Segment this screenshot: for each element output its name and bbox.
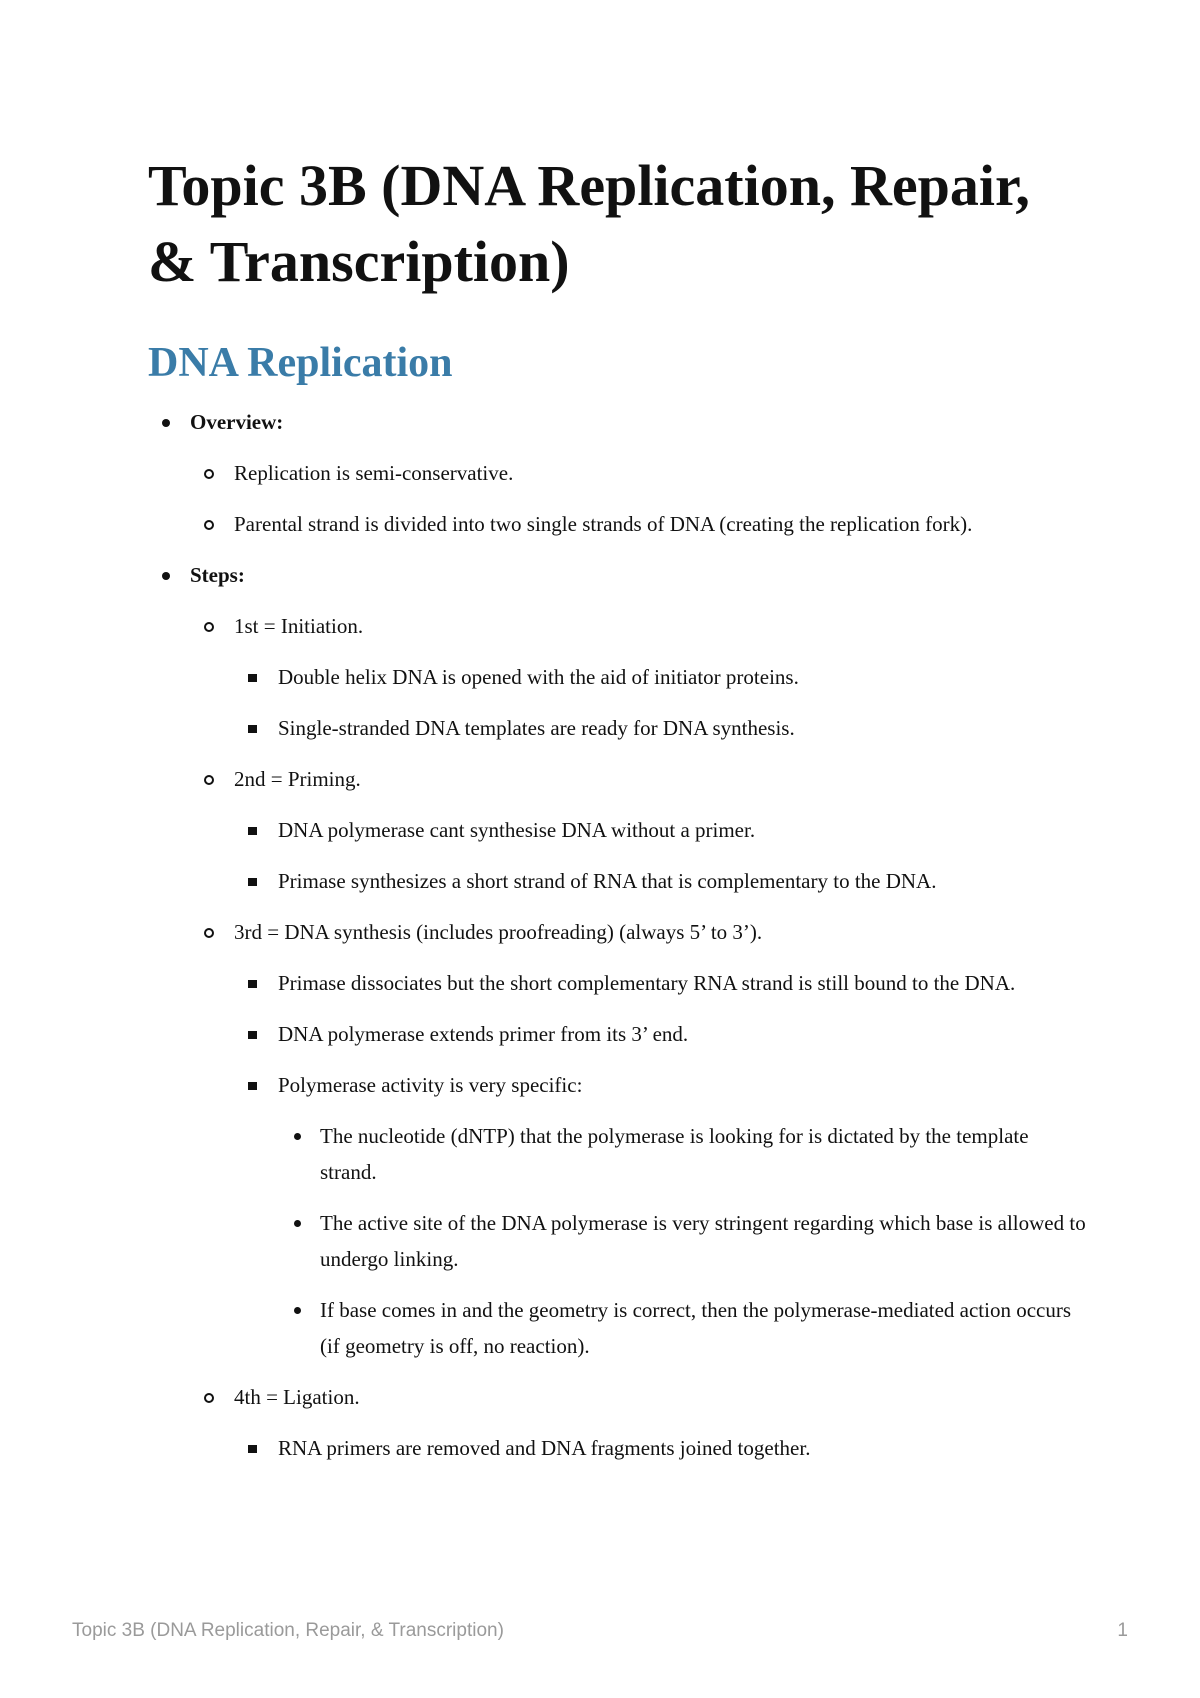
square-bullet-icon (248, 1031, 257, 1039)
square-bullet-icon (248, 1445, 257, 1453)
list-item-text: Polymerase activity is very specific: (278, 1073, 583, 1097)
list-item-text: Overview: (190, 410, 284, 434)
square-bullet-icon (248, 980, 257, 988)
circle-bullet-icon (204, 622, 214, 632)
list-item-text: Parental strand is divided into two single strands of DNA (creating the replication fork). (234, 512, 973, 536)
square-bullet-icon (248, 827, 257, 835)
list-item (148, 710, 1088, 746)
footer-page-number: 1 (1117, 1620, 1128, 1641)
list-item-text: Replication is semi-conservative. (234, 461, 514, 485)
square-bullet-icon (248, 1082, 257, 1090)
list-item (148, 455, 1088, 491)
square-bullet-icon (248, 674, 257, 682)
list-item-text: 3rd = DNA synthesis (includes proofreading) (always 5’ to 3’). (234, 920, 763, 944)
list-item-text: RNA primers are removed and DNA fragments joined together. (278, 1436, 811, 1460)
list-item-text: The nucleotide (dNTP) that the polymerase is looking for is dictated by the template strand. (320, 1124, 1029, 1184)
circle-bullet-icon (204, 520, 214, 530)
dot-bullet-icon (294, 1133, 301, 1140)
list-item (148, 812, 1088, 848)
circle-bullet-icon (204, 775, 214, 785)
dot-bullet-icon (294, 1220, 301, 1227)
list-item (148, 1205, 1088, 1277)
list-item-text: 4th = Ligation. (234, 1385, 360, 1409)
page-title: Topic 3B (DNA Replication, Repair, & Transcription) (148, 153, 1030, 294)
disc-bullet-icon (162, 419, 170, 427)
footer-document-title: Topic 3B (DNA Replication, Repair, & Transcription) (72, 1620, 504, 1641)
list-item-text: DNA polymerase extends primer from its 3’ end. (278, 1022, 689, 1046)
list-item (148, 965, 1088, 1001)
list-item (148, 761, 1088, 797)
list-item-text: If base comes in and the geometry is correct, then the polymerase-mediated action occurs (if geometry is off, no reaction). (320, 1298, 1072, 1358)
list-item (148, 404, 1088, 440)
list-item-text: Primase dissociates but the short complementary RNA strand is still bound to the DNA. (278, 971, 1016, 995)
circle-bullet-icon (204, 1393, 214, 1403)
disc-bullet-icon (162, 572, 170, 580)
bullet-outline (148, 404, 1088, 1481)
list-item (148, 863, 1088, 899)
list-item-text: Steps: (190, 563, 245, 587)
list-item-text: Primase synthesizes a short strand of RNA that is complementary to the DNA. (278, 869, 937, 893)
list-item (148, 914, 1088, 950)
list-item-text: 2nd = Priming. (234, 767, 361, 791)
square-bullet-icon (248, 878, 257, 886)
square-bullet-icon (248, 725, 257, 733)
list-item-text: Single-stranded DNA templates are ready for DNA synthesis. (278, 716, 795, 740)
list-item (148, 557, 1088, 593)
list-item (148, 608, 1088, 644)
list-item (148, 506, 1088, 542)
dot-bullet-icon (294, 1307, 301, 1314)
section-heading: DNA Replication (148, 340, 453, 386)
list-item (148, 1016, 1088, 1052)
list-item-text: The active site of the DNA polymerase is very stringent regarding which base is allowed to undergo linking. (320, 1211, 1086, 1271)
list-item-text: Double helix DNA is opened with the aid of initiator proteins. (278, 665, 799, 689)
list-item (148, 1379, 1088, 1415)
circle-bullet-icon (204, 928, 214, 938)
list-item (148, 1430, 1088, 1466)
list-item-text: DNA polymerase cant synthesise DNA without a primer. (278, 818, 756, 842)
list-item-text: 1st = Initiation. (234, 614, 364, 638)
list-item (148, 1292, 1088, 1364)
list-item (148, 1118, 1088, 1190)
circle-bullet-icon (204, 469, 214, 479)
list-item (148, 659, 1088, 695)
list-item (148, 1067, 1088, 1103)
